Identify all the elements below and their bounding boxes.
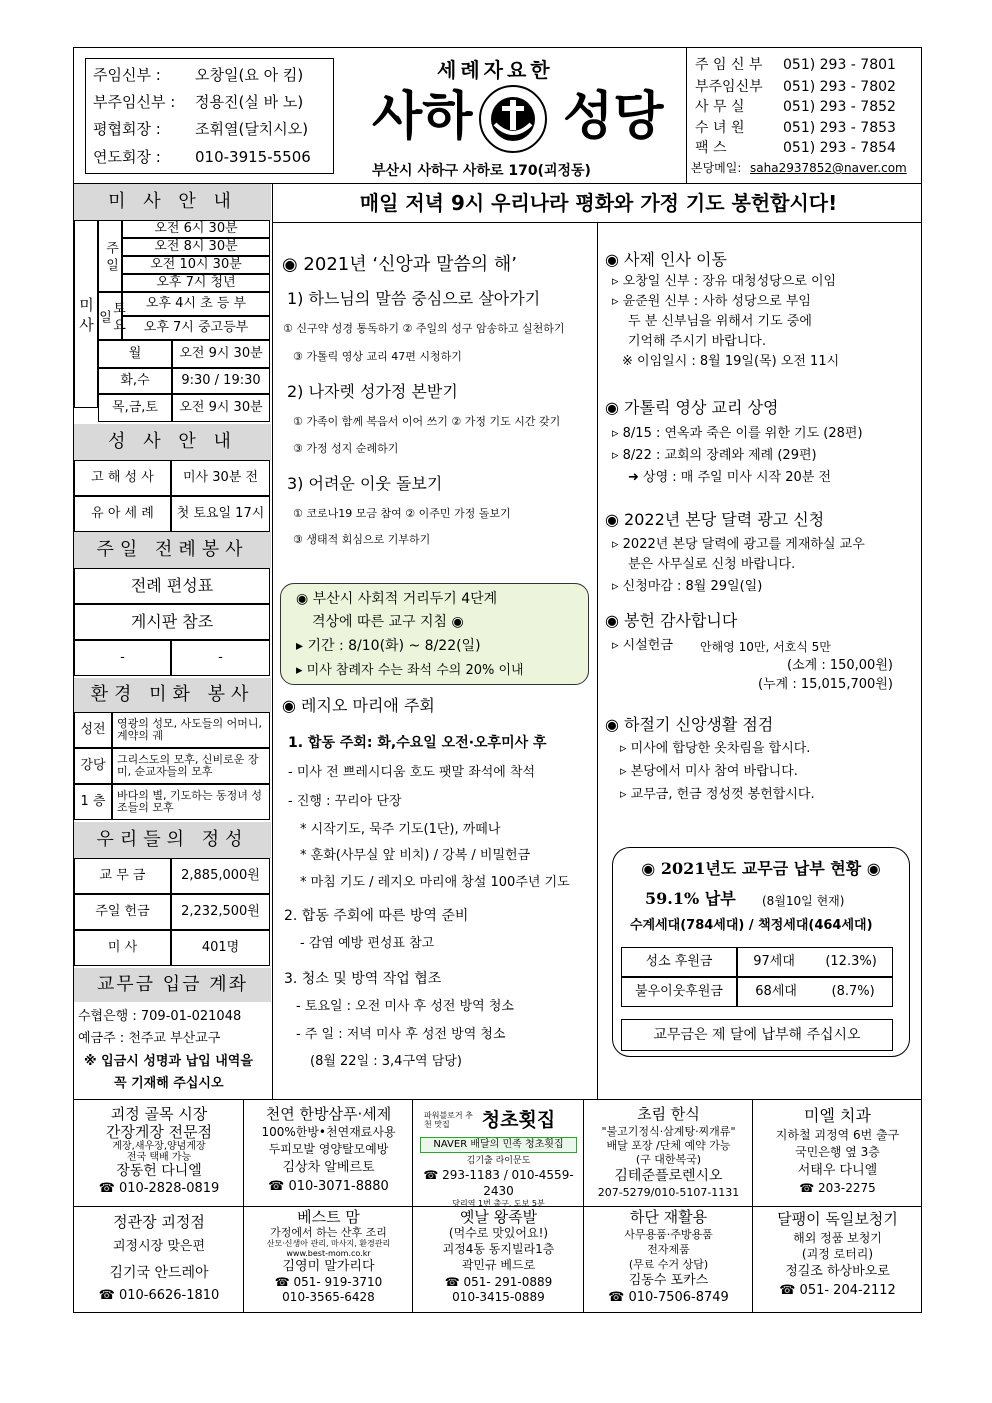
liturgy-title: 주일 전례봉사 <box>74 532 271 568</box>
ad-line: 당리역 1번 출구, 도보 5분 <box>452 1199 545 1208</box>
dues-date: (8월10일 현재) <box>762 894 845 908</box>
summer-line: ▹ 본당에서 미사 참여 바랍니다. <box>620 764 798 779</box>
ad-dental <box>754 1105 921 1197</box>
sunday-time: 오전 8시 30분 <box>122 238 270 256</box>
header-divider <box>686 47 687 183</box>
ad-sushi <box>414 1105 583 1209</box>
account-note: ※ 입금시 성명과 납입 내역을 <box>84 1054 253 1069</box>
ad-divider <box>583 1099 584 1313</box>
ad-line: 청초횟집 <box>481 1109 556 1131</box>
staff-role: 평협회장 : <box>93 120 161 138</box>
ad-line: NAVER 배달의 민족 청초횟집 <box>420 1137 577 1153</box>
item-head: 3) 어려운 이웃 돌보기 <box>287 474 443 493</box>
sacrament-time: 미사 30분 전 <box>171 460 270 496</box>
ad-line: 초림 한식 <box>637 1105 700 1123</box>
dues-table-name: 불우이웃후원금 <box>621 977 737 1007</box>
sunday-label: 주 일 <box>98 220 122 292</box>
dues-count: 97세대 <box>753 954 795 969</box>
dues-count: 68세대 <box>755 984 797 999</box>
mass-title: 미 사 안 내 <box>74 184 271 220</box>
weekday-time: 9:30 / 19:30 <box>172 368 270 394</box>
ad-line: 간장게장 전문점 <box>105 1123 213 1141</box>
staff-name: 조휘열(달치시오) <box>195 120 309 138</box>
ad-line: 김테준플로렌시오 <box>614 1168 723 1184</box>
summer-line: ▹ 미사에 합당한 옷차림을 합시다. <box>620 741 811 756</box>
offering-name: 교 무 금 <box>74 858 171 894</box>
sunday-time: 오전 6시 30분 <box>122 220 270 238</box>
ad-line: 010-3415-0889 <box>452 1290 545 1304</box>
sidebar-divider <box>272 183 273 1099</box>
sacrament-name: 고 해 성 사 <box>74 460 171 496</box>
saturday-label: 토 요 일 <box>98 292 122 340</box>
legio-line: * 훈화(사무실 앞 비치) / 강복 / 비밀헌금 <box>300 848 531 863</box>
account-title: 교무금 입금 계좌 <box>74 968 271 1002</box>
ad-ginseng <box>75 1211 243 1307</box>
liturgy-dash: - <box>171 640 270 676</box>
env-place: 1 층 <box>74 784 112 820</box>
legio-line: (8월 22일 : 3,4구역 담당) <box>310 1054 462 1069</box>
offering-name: 주일 헌금 <box>74 894 171 930</box>
contact-label: 수 녀 원 <box>695 120 745 136</box>
ad-line: ☎ 010-2828-0819 <box>98 1181 220 1196</box>
ad-line: 서태우 다니엘 <box>797 1163 878 1178</box>
ad-line: 김기출 라이문도 <box>466 1156 531 1166</box>
ad-line: (괴정 로터리) <box>801 1247 874 1261</box>
contact-phone: 051) 293 - 7801 <box>783 57 896 73</box>
ad-herbal <box>245 1105 412 1196</box>
ad-line: (먹수로 맛있어요!) <box>448 1226 549 1240</box>
sacrament-time: 첫 토요일 17시 <box>171 496 270 532</box>
saturday-time: 오후 4시 초 등 부 <box>122 292 270 316</box>
ad-line: ☎ 203-2275 <box>799 1181 876 1195</box>
env-desc: 그리스도의 모후, 신비로운 장미, 순교자들의 모후 <box>112 748 270 784</box>
legio-line: - 미사 전 쁘레시디움 호도 팻말 좌석에 착석 <box>288 765 536 780</box>
ad-line: 배달 포장 /단체 예약 가능 <box>606 1139 731 1152</box>
staff-name: 010-3915-5506 <box>195 148 311 166</box>
env-desc: 영광의 성모, 사도들의 어머니, 계약의 궤 <box>112 712 270 748</box>
ad-line: 곽민규 베드로 <box>461 1258 536 1272</box>
legio-title: ◉ 레지오 마리애 주회 <box>282 696 435 715</box>
parish-name-right: 성당 <box>563 87 664 147</box>
ad-line: 김상차 알베르토 <box>282 1160 375 1175</box>
offering-value: 2,232,500원 <box>171 894 270 930</box>
contact-label: 사 무 실 <box>695 99 745 115</box>
item-line: ③ 가톨릭 영상 교리 47편 시청하기 <box>293 350 462 363</box>
contact-label: 부주임신부 <box>695 79 763 95</box>
ad-line: 괴정4동 동지빌라1층 <box>442 1242 555 1256</box>
ad-line: 장동헌 다니엘 <box>116 1163 202 1179</box>
ad-market <box>75 1105 243 1197</box>
staff-name: 정용진(실 바 노) <box>195 93 304 111</box>
column-divider <box>597 222 598 1099</box>
ad-line: 베스트 맘 <box>297 1208 360 1226</box>
priest-line: ※ 이임일시 : 8월 19일(목) 오전 11시 <box>622 354 840 369</box>
ad-line: 전국 택배 가능 <box>126 1152 192 1163</box>
liturgy-row: 전례 편성표 <box>74 568 270 604</box>
ad-line: ☎ 051- 919-3710 <box>274 1275 383 1289</box>
priest-line: ▹ 오창일 신부 : 장유 대청성당으로 이임 <box>612 274 837 289</box>
offering-value: 401명 <box>171 930 270 966</box>
offering-value: 2,885,000원 <box>171 858 270 894</box>
contact-label: 주 임 신 부 <box>695 57 763 73</box>
contact-phone: 051) 293 - 7853 <box>783 120 896 136</box>
item-head: 2) 나자렛 성가정 본받기 <box>287 382 458 401</box>
ad-line: 천연 한방삼푸·세제 <box>265 1105 392 1123</box>
ads-top-rule <box>73 1099 922 1100</box>
contact-label: 팩 스 <box>695 140 727 156</box>
priest-line: ▹ 윤준원 신부 : 사하 성당으로 부임 <box>612 294 811 309</box>
contact-phone: 051) 293 - 7854 <box>783 140 896 156</box>
ad-line: 두피모발 영양탈모예방 <box>268 1142 389 1156</box>
offering-name: 미 사 <box>74 930 171 966</box>
ad-line: 100%한방•천연재료사용 <box>261 1125 396 1139</box>
ad-divider <box>243 1099 244 1313</box>
account-holder: 예금주 : 천주교 부산교구 <box>78 1031 221 1046</box>
thanks-title: ◉ 봉헌 감사합니다 <box>605 611 738 630</box>
item-line: ① 코로나19 모금 참여 ② 이주민 가정 돌보기 <box>293 507 511 520</box>
priest-line: 기억해 주시기 바랍니다. <box>628 334 766 349</box>
ad-line: ☎ 051- 204-2112 <box>779 1283 896 1298</box>
dues-note: 교무금은 제 달에 납부해 주십시오 <box>621 1019 893 1051</box>
legio-line: - 주 일 : 저녁 미사 후 성전 방역 청소 <box>296 1027 506 1042</box>
ad-line: ☎ 010-6626-1810 <box>98 1288 220 1303</box>
ad-recycle <box>585 1208 752 1306</box>
staff-box <box>85 58 334 174</box>
thanks-total: (누계 : 15,015,700원) <box>758 677 893 692</box>
calendar-title: ◉ 2022년 본당 달력 광고 신청 <box>605 510 825 529</box>
item-line: ① 신구약 성경 통독하기 ② 주일의 성구 암송하고 실천하기 <box>283 322 565 335</box>
legio-line: * 마침 기도 / 레지오 마리애 창설 100주년 기도 <box>300 875 570 890</box>
legio-line: 1. 합동 주회: 화,수요일 오전·오후미사 후 <box>288 735 547 751</box>
parish-logo-icon <box>470 84 556 154</box>
notice-line: ▸ 기간 : 8/10(화) ~ 8/22(일) <box>296 638 481 654</box>
dues-rate: 59.1% 납부 <box>645 889 736 908</box>
staff-role: 연도회장 : <box>93 148 161 166</box>
ad-line: 국민은행 옆 3층 <box>795 1145 880 1159</box>
email-label: 본당메일: <box>691 161 742 175</box>
ad-divider <box>752 1099 753 1313</box>
ad-line: 김동수 포카스 <box>628 1273 709 1288</box>
dues-table-name: 성소 후원금 <box>621 947 737 977</box>
video-title: ◉ 가톨릭 영상 교리 상영 <box>605 398 779 417</box>
liturgy-row: 게시판 참조 <box>74 604 270 640</box>
ad-line: 지하철 괴정역 6번 출구 <box>775 1128 900 1142</box>
weekday-day: 월 <box>98 340 172 368</box>
dues-pct: (12.3%) <box>825 954 877 969</box>
calendar-line: 분은 사무실로 신청 바랍니다. <box>628 557 796 572</box>
sunday-time: 오전 10시 30분 <box>122 256 270 274</box>
item-line: ① 가족이 함께 복음서 이어 쓰기 ② 가정 기도 시간 갖기 <box>293 415 561 428</box>
ad-line: (무료 수거 상담) <box>628 1258 709 1271</box>
ad-line: 달팽이 독일보청기 <box>777 1210 898 1228</box>
video-line: ▹ 8/22 : 교회의 장례와 제례 (29편) <box>612 448 817 463</box>
account-note: 꼭 기재해 주십시오 <box>114 1076 224 1091</box>
ad-line: 김기국 안드레아 <box>109 1265 209 1281</box>
ad-line: 사무용품·주방용품 <box>624 1228 713 1241</box>
env-place: 강당 <box>74 748 112 784</box>
ad-line: 정길조 하상바오로 <box>785 1264 890 1279</box>
dues-title: ◉ 2021년도 교무금 납부 현황 ◉ <box>641 859 881 878</box>
env-place: 성전 <box>74 712 112 748</box>
video-line: ➜ 상영 : 매 주일 미사 시작 20분 전 <box>628 470 832 485</box>
summer-title: ◉ 하절기 신앙생활 점검 <box>605 715 774 734</box>
legio-line: - 감염 예방 편성표 참고 <box>300 936 435 951</box>
ad-line: "불고기정식·삼계탕·찌개류" <box>601 1125 736 1138</box>
legio-line: 3. 청소 및 방역 작업 협조 <box>284 971 442 987</box>
weekday-time: 오전 9시 30분 <box>172 394 270 422</box>
email-link[interactable]: saha2937852@naver.com <box>750 161 907 175</box>
ad-line: 옛날 왕족발 <box>459 1208 538 1226</box>
dues-table-row <box>737 977 893 1007</box>
legio-line: 2. 합동 주회에 따른 방역 준비 <box>284 908 469 924</box>
ad-line: 가정에서 하는 산후 조리 <box>270 1226 387 1239</box>
item-head: 1) 하느님의 말씀 중심으로 살아가기 <box>287 289 541 308</box>
thanks-detail: 안해영 10만, 서호식 5만 <box>700 640 831 654</box>
weekday-day: 목,금,토 <box>98 394 172 422</box>
dues-table-row <box>737 947 893 977</box>
ad-line: www.best-mom.co.kr <box>286 1249 371 1258</box>
video-line: ▹ 8/15 : 연옥과 죽은 이를 위한 기도 (28편) <box>612 426 863 441</box>
saturday-time: 오후 7시 중고등부 <box>122 316 270 340</box>
ad-line: 괴정 골목 시장 <box>110 1105 208 1123</box>
env-title: 환경 미화 봉사 <box>74 678 271 712</box>
dues-pct: (8.7%) <box>831 984 875 999</box>
ad-line: 207-5279/010-5107-1131 <box>597 1186 740 1199</box>
legio-line: - 토요일 : 오전 미사 후 성전 방역 청소 <box>296 999 514 1014</box>
calendar-line: ▹ 2022년 본당 달력에 광고를 게재하실 교우 <box>612 537 865 552</box>
dues-households: 수계세대(784세대) / 책정세대(464세대) <box>630 918 873 933</box>
contact-phone: 051) 293 - 7802 <box>783 79 896 95</box>
notice-line: 격상에 따른 교구 지침 ◉ <box>312 614 464 630</box>
notice-line: ◉ 부산시 사회적 거리두기 4단계 <box>296 591 498 607</box>
notice-line: ▸ 미사 참례자 수는 좌석 수의 20% 이내 <box>296 663 524 678</box>
mass-label: 미 사 <box>74 220 98 408</box>
item-line: ③ 가정 성지 순례하기 <box>293 442 399 455</box>
ad-line: 전자제품 <box>647 1243 690 1256</box>
weekday-day: 화,수 <box>98 368 172 394</box>
offering-title: 우리들의 정성 <box>74 822 271 858</box>
ad-line: ☎ 010-3071-8880 <box>268 1179 389 1194</box>
calendar-line: ▹ 신청마감 : 8월 29일(일) <box>612 579 763 594</box>
year-title: ◉ 2021년 ‘신앙과 말씀의 해’ <box>282 254 517 275</box>
ad-line: 괴정시장 맞은편 <box>112 1239 206 1254</box>
sunday-time: 오후 7시 청년 <box>122 274 270 292</box>
contact-phone: 051) 293 - 7852 <box>783 99 896 115</box>
staff-name: 오창일(요 아 킴) <box>195 66 304 84</box>
sacrament-title: 성 사 안 내 <box>74 424 271 460</box>
staff-role: 부주임신부 : <box>93 93 176 111</box>
summer-line: ▹ 교무금, 헌금 정성껏 봉헌합시다. <box>620 787 815 802</box>
ad-divider <box>412 1099 413 1313</box>
parish-name-left: 사하 <box>372 87 473 147</box>
priest-title: ◉ 사제 인사 이동 <box>605 250 727 269</box>
item-line: ③ 생태적 회심으로 기부하기 <box>293 533 431 546</box>
ad-line: 미엘 치과 <box>804 1106 871 1125</box>
staff-role: 주임신부 : <box>93 66 161 84</box>
thanks-subtotal: (소계 : 150,00원) <box>787 658 893 673</box>
ad-korean <box>585 1105 752 1200</box>
ad-line: 파워블로거 추천 맛집 <box>424 1111 473 1129</box>
ad-bestmom <box>245 1208 412 1305</box>
ad-line: 해외 정품 보청기 <box>793 1231 882 1245</box>
legio-line: * 시작기도, 묵주 기도(1단), 까떼나 <box>300 822 501 837</box>
legio-line: - 진행 : 꾸리아 단장 <box>288 794 402 809</box>
sacrament-name: 유 아 세 례 <box>74 496 171 532</box>
ad-line: 산모·신생아 관리, 마사지, 환경관리 <box>266 1239 391 1248</box>
liturgy-dash: - <box>74 640 171 676</box>
ad-line: 하단 재활용 <box>629 1208 708 1226</box>
ad-line: 게장,새우장,양념게장 <box>112 1141 206 1152</box>
ad-line: 김영미 말가리다 <box>282 1259 375 1274</box>
ad-jokbal <box>414 1208 583 1305</box>
ad-line: 010-3565-6428 <box>282 1290 375 1304</box>
ad-line: 정관장 괴정점 <box>113 1213 205 1231</box>
parish-address: 부산시 사하구 사하로 170(괴정동) <box>372 163 591 179</box>
ad-line: ☎ 051- 291-0889 <box>444 1275 553 1289</box>
ad-hearing <box>754 1208 921 1300</box>
banner-text: 매일 저녁 9시 우리나라 평화와 가정 기도 봉헌합시다! <box>359 191 838 215</box>
account-bank: 수협은행 : 709-01-021048 <box>78 1009 242 1024</box>
parish-subtitle: 세례자요한 <box>437 58 554 82</box>
ad-line: ☎ 010-7506-8749 <box>608 1290 729 1305</box>
ad-line: (구 대한복국) <box>635 1153 702 1166</box>
priest-line: 두 분 신부님을 위해서 기도 중에 <box>628 314 812 329</box>
weekday-time: 오전 9시 30분 <box>172 340 270 368</box>
thanks-item: ▹ 시설헌금 <box>612 638 673 653</box>
env-desc: 바다의 별, 기도하는 동정녀 성조들의 모후 <box>112 784 270 820</box>
ad-line: ☎ 293-1183 / 010-4559-2430 <box>423 1168 574 1198</box>
